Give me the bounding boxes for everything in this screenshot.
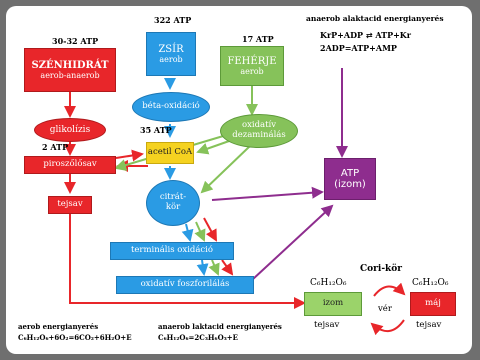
aerobic-equation: C₆H₁₂O₆+6O₂=6CO₂+6H₂O+E bbox=[18, 333, 132, 342]
aerobic-title: aerob energianyerés bbox=[18, 322, 99, 331]
carbohydrate-box bbox=[24, 48, 116, 92]
carbohydrate-title: SZÉNHIDRÁT bbox=[31, 59, 109, 71]
atp-muscle-node bbox=[324, 158, 376, 200]
arrow-oxphos-atp bbox=[252, 206, 332, 280]
arrow-citrate-terminal-1 bbox=[186, 224, 190, 240]
citrate-line-1: citrát- bbox=[159, 192, 187, 203]
equilibrium-arrow-icon: ⇄ bbox=[365, 31, 376, 40]
citrate-line-2: kör bbox=[165, 202, 181, 212]
arrow-citrate-atp bbox=[212, 192, 322, 200]
arrow-cori-bottom bbox=[372, 320, 404, 331]
atp-label-fat: 322 ATP bbox=[154, 15, 192, 25]
alactic-line1-left: KrP+ADP bbox=[320, 30, 364, 40]
atp-label-pyruvate: 2 ATP bbox=[42, 142, 69, 152]
oxphos-node: oxidatív foszforilálás bbox=[116, 276, 254, 294]
alactic-line1-right: ATP+Kr bbox=[375, 30, 411, 40]
protein-box bbox=[220, 46, 284, 86]
arrow-terminal-oxphos-2 bbox=[212, 260, 218, 274]
fat-title: ZSÍR bbox=[158, 43, 184, 55]
diagram-slide bbox=[6, 6, 472, 354]
arrow-deam-citrate bbox=[202, 146, 250, 192]
cori-liver-box: máj bbox=[410, 292, 456, 316]
atp-line-2: (izom) bbox=[334, 179, 366, 190]
atp-label-carb: 30-32 ATP bbox=[52, 36, 99, 46]
cori-blood-label: vér bbox=[378, 304, 392, 314]
carbohydrate-sub: aerob-anaerob bbox=[40, 71, 100, 81]
deamination-line-1: oxidatív bbox=[241, 120, 277, 131]
cori-title: Cori-kör bbox=[360, 264, 403, 274]
alactic-line1 bbox=[320, 30, 411, 40]
arrow-citrate-terminal-2 bbox=[196, 222, 204, 240]
arrow-terminal-oxphos-1 bbox=[202, 260, 204, 274]
atp-label-acetyl: 35 ATP bbox=[140, 125, 172, 135]
fat-box bbox=[146, 32, 196, 76]
beta-oxidation-node: béta-oxidáció bbox=[132, 92, 210, 122]
cori-muscle-formula: C₆H₁₂O₆ bbox=[310, 278, 347, 288]
citrate-cycle-node bbox=[146, 180, 200, 226]
cori-muscle-box bbox=[304, 292, 362, 316]
deamination-node bbox=[220, 114, 298, 148]
arrow-pyruvate-acetyl bbox=[116, 154, 142, 158]
cori-liver-lactate: tejsav bbox=[416, 320, 442, 330]
atp-line-1: ATP bbox=[340, 167, 360, 179]
cori-liver-formula: C₆H₁₂O₆ bbox=[412, 278, 449, 288]
lactic-equation: C₆H₁₂O₆=2C₃H₆O₃+E bbox=[158, 333, 238, 342]
arrow-terminal-oxphos-3 bbox=[222, 260, 232, 274]
acetyl-coa-node: acetil CoA bbox=[146, 142, 194, 164]
lactate-node: tejsav bbox=[48, 196, 92, 214]
glycolysis-node: glikolízis bbox=[34, 118, 106, 142]
atp-label-protein: 17 ATP bbox=[242, 34, 274, 44]
cori-muscle-lactate: tejsav bbox=[314, 320, 340, 330]
alactic-title: anaerob alaktacid energianyerés bbox=[306, 14, 444, 23]
protein-sub: aerob bbox=[240, 67, 264, 77]
fat-sub: aerob bbox=[159, 55, 183, 65]
deamination-line-2: dezaminálás bbox=[232, 130, 286, 140]
terminal-oxidation-node: terminális oxidáció bbox=[110, 242, 234, 260]
arrow-citrate-terminal-3 bbox=[204, 218, 216, 240]
protein-title: FEHÉRJE bbox=[227, 55, 277, 67]
pyruvate-node: piroszőlősav bbox=[24, 156, 116, 174]
alactic-line2: 2ADP=ATP+AMP bbox=[320, 43, 397, 53]
cori-muscle-label: izom bbox=[322, 298, 344, 309]
lactic-title: anaerob laktacid energianyerés bbox=[158, 322, 282, 331]
arrow-cori-top bbox=[374, 286, 404, 296]
